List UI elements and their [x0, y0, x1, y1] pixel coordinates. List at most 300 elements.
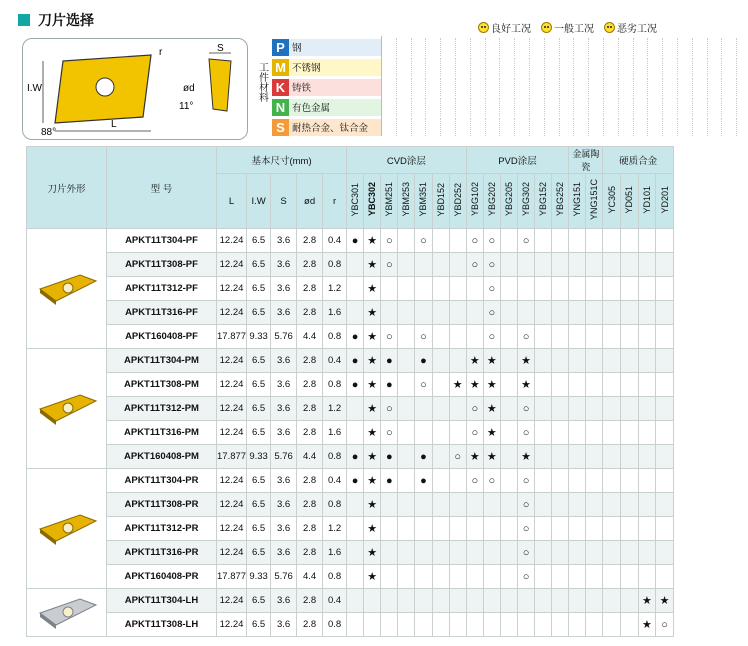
grade-mark	[603, 565, 621, 589]
grade-mark	[518, 301, 535, 325]
grade-mark: ★	[364, 373, 381, 397]
grade-mark	[500, 229, 517, 253]
grid-cell	[382, 118, 397, 136]
grid-cell	[663, 98, 678, 116]
grade-mark	[552, 229, 569, 253]
label-r: r	[159, 47, 163, 58]
dim-cell: 0.8	[323, 253, 347, 277]
grade-mark	[638, 301, 656, 325]
grade-mark	[569, 229, 586, 253]
header-grade	[656, 174, 674, 229]
grade-mark: ●	[347, 469, 364, 493]
grid-cell	[441, 98, 456, 116]
dim-cell: 3.6	[271, 517, 297, 541]
grade-mark	[569, 541, 586, 565]
material-letter: S	[272, 119, 289, 136]
grid-cell	[412, 38, 427, 56]
grid-cell	[456, 38, 471, 56]
grade-mark	[364, 589, 381, 613]
grade-mark	[347, 301, 364, 325]
grade-mark	[432, 445, 449, 469]
page-title: 刀片选择	[38, 12, 94, 28]
grade-mark	[415, 277, 432, 301]
grade-mark	[552, 397, 569, 421]
dim-cell: 3.6	[271, 301, 297, 325]
dim-cell: 12.24	[217, 373, 247, 397]
grid-cell	[530, 118, 545, 136]
grid-cell	[693, 58, 708, 76]
dim-cell: 1.2	[323, 277, 347, 301]
grade-mark	[586, 421, 603, 445]
grade-mark	[415, 613, 432, 637]
grid-cell	[441, 38, 456, 56]
grade-mark	[586, 493, 603, 517]
grade-mark	[500, 397, 517, 421]
dim-cell: 6.5	[247, 253, 271, 277]
grade-mark	[466, 325, 483, 349]
grade-mark	[449, 277, 466, 301]
grade-mark	[500, 517, 517, 541]
grade-mark	[535, 397, 552, 421]
grid-cell	[500, 78, 515, 96]
header-dim-1: I.W	[247, 174, 271, 229]
grade-mark: ○	[518, 493, 535, 517]
header-dims: 基本尺寸(mm)	[217, 147, 347, 174]
grade-mark	[638, 469, 656, 493]
grid-cell	[545, 38, 560, 56]
grade-mark	[500, 373, 517, 397]
dim-cell: 12.24	[217, 349, 247, 373]
grade-mark	[483, 613, 500, 637]
grade-mark	[347, 493, 364, 517]
grid-cell	[412, 98, 427, 116]
dim-cell: 6.5	[247, 469, 271, 493]
grade-mark	[603, 397, 621, 421]
dim-cell: 1.6	[323, 301, 347, 325]
grade-mark	[552, 445, 569, 469]
grid-cell	[515, 58, 530, 76]
grade-mark	[398, 277, 415, 301]
material-name: 钢	[289, 39, 381, 56]
grade-mark	[603, 253, 621, 277]
grade-mark	[621, 253, 639, 277]
header-grade	[569, 174, 586, 229]
dim-cell: 2.8	[297, 397, 323, 421]
grade-mark	[449, 397, 466, 421]
grid-cell	[708, 58, 723, 76]
material-name: 不锈钢	[289, 59, 381, 76]
grid-cell	[648, 98, 663, 116]
grade-mark	[466, 277, 483, 301]
grade-label: YBD152	[435, 182, 446, 217]
grade-mark: ★	[364, 301, 381, 325]
grid-cell	[693, 78, 708, 96]
grade-mark: ★	[483, 349, 500, 373]
grade-mark	[500, 277, 517, 301]
grade-mark	[621, 565, 639, 589]
grid-cell	[693, 38, 708, 56]
grade-mark	[535, 565, 552, 589]
grid-cell	[382, 38, 397, 56]
grade-mark	[535, 469, 552, 493]
grade-mark	[569, 517, 586, 541]
grade-mark: ○	[415, 325, 432, 349]
smile-good-icon	[478, 22, 489, 33]
dim-cell: 6.5	[247, 589, 271, 613]
grade-mark: ○	[381, 229, 398, 253]
grid-cell	[634, 38, 649, 56]
grid-cell	[560, 78, 575, 96]
grid-cell	[693, 98, 708, 116]
model-cell: APKT160408-PR	[107, 565, 217, 589]
table-row	[27, 493, 674, 517]
dim-cell: 3.6	[271, 277, 297, 301]
grid-cell	[648, 118, 663, 136]
grade-mark	[603, 517, 621, 541]
grade-mark	[638, 253, 656, 277]
grade-mark	[569, 253, 586, 277]
dim-cell: 0.8	[323, 613, 347, 637]
grade-mark	[603, 373, 621, 397]
grade-mark: ★	[364, 421, 381, 445]
grade-mark	[432, 397, 449, 421]
material-name: 铸铁	[289, 79, 381, 96]
grade-mark	[656, 373, 674, 397]
model-cell: APKT11T304-PM	[107, 349, 217, 373]
grid-cell	[441, 118, 456, 136]
grid-cell	[678, 38, 693, 56]
material-row-m	[272, 58, 381, 76]
header-shape: 刀片外形	[27, 147, 107, 229]
section-title	[18, 10, 94, 30]
grade-mark	[381, 613, 398, 637]
grade-mark	[398, 253, 415, 277]
model-cell: APKT11T304-LH	[107, 589, 217, 613]
grid-cell	[515, 78, 530, 96]
dim-cell: 3.6	[271, 613, 297, 637]
grid-cell	[663, 118, 678, 136]
material-cells-n	[382, 98, 737, 116]
grade-mark	[347, 589, 364, 613]
grid-cell	[589, 98, 604, 116]
grid-cell	[619, 98, 634, 116]
dim-cell: 6.5	[247, 397, 271, 421]
legend-bad: 恶劣工况	[604, 20, 657, 35]
dim-cell: 5.76	[271, 565, 297, 589]
dim-cell: 6.5	[247, 517, 271, 541]
grade-mark	[638, 277, 656, 301]
grid-cell	[426, 118, 441, 136]
dim-cell: 3.6	[271, 493, 297, 517]
grade-mark: ○	[381, 253, 398, 277]
grade-mark	[432, 493, 449, 517]
model-cell: APKT160408-PF	[107, 325, 217, 349]
grade-mark	[398, 445, 415, 469]
dim-cell: 12.24	[217, 469, 247, 493]
grade-mark	[586, 517, 603, 541]
grid-cell	[619, 78, 634, 96]
grade-mark	[603, 421, 621, 445]
dim-cell: 2.8	[297, 493, 323, 517]
grid-cell	[471, 38, 486, 56]
grid-cell	[530, 38, 545, 56]
grade-mark: ★	[364, 229, 381, 253]
grade-mark	[535, 589, 552, 613]
grade-mark	[621, 469, 639, 493]
grade-mark	[621, 445, 639, 469]
grade-mark	[500, 301, 517, 325]
grade-mark	[398, 541, 415, 565]
dim-cell: 9.33	[247, 445, 271, 469]
grade-mark	[569, 469, 586, 493]
grade-mark: ○	[656, 613, 674, 637]
grade-mark	[569, 301, 586, 325]
grade-mark	[500, 325, 517, 349]
dim-cell: 3.6	[271, 397, 297, 421]
insert-shape-image	[27, 349, 107, 469]
dim-cell: 2.8	[297, 229, 323, 253]
table-row	[27, 325, 674, 349]
model-cell: APKT11T308-LH	[107, 613, 217, 637]
grade-mark	[398, 421, 415, 445]
dim-cell: 6.5	[247, 349, 271, 373]
grade-mark	[656, 301, 674, 325]
grade-mark	[500, 253, 517, 277]
grade-mark	[552, 493, 569, 517]
grade-mark	[449, 253, 466, 277]
grade-mark: ○	[518, 397, 535, 421]
grade-mark	[569, 277, 586, 301]
grade-mark: ★	[364, 493, 381, 517]
grid-cell	[456, 58, 471, 76]
dim-cell: 0.8	[323, 325, 347, 349]
grade-mark	[466, 589, 483, 613]
grade-mark	[621, 613, 639, 637]
label-l: L	[111, 119, 117, 130]
grade-mark	[603, 493, 621, 517]
grade-mark	[449, 541, 466, 565]
grid-cell	[397, 98, 412, 116]
grade-mark: ★	[638, 613, 656, 637]
model-cell: APKT11T316-PR	[107, 541, 217, 565]
table-row	[27, 301, 674, 325]
dim-cell: 9.33	[247, 325, 271, 349]
grade-mark: ★	[364, 565, 381, 589]
grade-mark	[364, 613, 381, 637]
grade-mark	[381, 565, 398, 589]
grid-cell	[722, 38, 737, 56]
grade-mark	[621, 517, 639, 541]
grade-mark	[535, 421, 552, 445]
header-dim-2: S	[271, 174, 297, 229]
grade-mark	[347, 613, 364, 637]
insert-photo	[32, 507, 102, 547]
grade-mark: ★	[364, 469, 381, 493]
grade-mark	[535, 253, 552, 277]
grid-cell	[604, 38, 619, 56]
grade-mark	[638, 349, 656, 373]
grade-mark	[656, 325, 674, 349]
grade-mark	[656, 349, 674, 373]
dim-cell: 0.8	[323, 373, 347, 397]
grade-mark	[500, 613, 517, 637]
smile-bad-icon	[604, 22, 615, 33]
dim-cell: 1.2	[323, 517, 347, 541]
grade-label: YBM253	[401, 182, 412, 217]
table-row	[27, 373, 674, 397]
grade-mark	[432, 349, 449, 373]
insert-dimension-drawing	[22, 38, 248, 140]
grid-cell	[574, 58, 589, 76]
grade-mark	[552, 613, 569, 637]
material-row-n	[272, 98, 381, 116]
condition-legend	[478, 20, 657, 35]
grade-mark: ○	[466, 253, 483, 277]
grade-mark	[552, 565, 569, 589]
grade-mark: ●	[415, 469, 432, 493]
grid-cell	[530, 98, 545, 116]
grade-mark	[552, 373, 569, 397]
grid-cell	[678, 78, 693, 96]
dim-cell: 3.6	[271, 541, 297, 565]
model-cell: APKT11T312-PF	[107, 277, 217, 301]
grade-mark	[449, 613, 466, 637]
dim-cell: 12.24	[217, 301, 247, 325]
model-cell: APKT11T308-PF	[107, 253, 217, 277]
grade-mark: ●	[347, 445, 364, 469]
grid-cell	[663, 78, 678, 96]
grade-mark	[656, 565, 674, 589]
grade-mark	[552, 469, 569, 493]
grade-mark	[449, 325, 466, 349]
table-row	[27, 277, 674, 301]
legend-normal: 一般工况	[541, 20, 594, 35]
grade-mark	[415, 517, 432, 541]
grid-cell	[574, 78, 589, 96]
grade-mark	[347, 277, 364, 301]
grade-mark	[603, 349, 621, 373]
grid-cell	[678, 118, 693, 136]
grade-mark	[466, 493, 483, 517]
grade-mark	[569, 397, 586, 421]
grade-mark	[552, 517, 569, 541]
grade-mark	[603, 469, 621, 493]
grade-label: YC305	[606, 185, 617, 214]
grade-mark: ●	[381, 445, 398, 469]
grade-mark	[483, 541, 500, 565]
grid-cell	[441, 58, 456, 76]
dim-cell: 12.24	[217, 541, 247, 565]
grid-cell	[500, 38, 515, 56]
grid-cell	[663, 38, 678, 56]
grade-mark	[500, 445, 517, 469]
grid-cell	[634, 58, 649, 76]
grade-mark: ○	[483, 229, 500, 253]
dim-cell: 17.877	[217, 325, 247, 349]
grid-cell	[574, 118, 589, 136]
header-model: 型 号	[107, 147, 217, 229]
grid-cell	[708, 118, 723, 136]
grade-mark	[535, 517, 552, 541]
grade-mark: ○	[466, 397, 483, 421]
dim-cell: 6.5	[247, 613, 271, 637]
grade-label: YBC302	[367, 182, 378, 217]
grade-mark: ★	[483, 445, 500, 469]
grade-mark	[603, 325, 621, 349]
dim-cell: 1.6	[323, 421, 347, 445]
grade-mark	[586, 325, 603, 349]
table-row	[27, 421, 674, 445]
grid-cell	[397, 38, 412, 56]
header-grade	[415, 174, 432, 229]
grade-mark	[432, 301, 449, 325]
grade-mark	[500, 493, 517, 517]
grade-mark	[398, 517, 415, 541]
grade-mark	[415, 589, 432, 613]
dim-cell: 3.6	[271, 253, 297, 277]
grade-mark	[449, 565, 466, 589]
grade-label: YBD252	[452, 182, 463, 217]
model-cell: APKT11T316-PM	[107, 421, 217, 445]
dim-cell: 2.8	[297, 421, 323, 445]
grade-mark: ○	[449, 445, 466, 469]
grade-mark	[432, 277, 449, 301]
grid-cell	[426, 78, 441, 96]
dim-cell: 5.76	[271, 445, 297, 469]
header-grade	[586, 174, 603, 229]
grade-mark	[432, 517, 449, 541]
dim-cell: 2.8	[297, 253, 323, 277]
grade-mark	[398, 373, 415, 397]
header-grade	[603, 174, 621, 229]
grid-cell	[560, 118, 575, 136]
grade-mark	[535, 277, 552, 301]
grid-cell	[412, 118, 427, 136]
grade-mark	[535, 373, 552, 397]
grid-cell	[500, 98, 515, 116]
grade-label: YBM251	[384, 182, 395, 217]
dim-cell: 6.5	[247, 229, 271, 253]
grade-mark	[586, 229, 603, 253]
dim-cell: 0.8	[323, 493, 347, 517]
dim-cell: 0.4	[323, 469, 347, 493]
grade-mark	[500, 589, 517, 613]
grid-cell	[471, 98, 486, 116]
label-11: 11°	[179, 101, 194, 112]
grid-cell	[382, 58, 397, 76]
grade-mark	[621, 349, 639, 373]
label-88: 88°	[41, 127, 57, 138]
grade-mark: ●	[347, 325, 364, 349]
grade-mark	[621, 229, 639, 253]
material-name: 有色金属	[289, 99, 381, 116]
grid-cell	[722, 118, 737, 136]
grade-mark	[381, 541, 398, 565]
grade-mark	[432, 253, 449, 277]
header-grade	[398, 174, 415, 229]
dim-cell: 2.8	[297, 373, 323, 397]
grid-cell	[486, 78, 501, 96]
grade-mark	[415, 397, 432, 421]
grid-cell	[456, 98, 471, 116]
header-grade	[347, 174, 364, 229]
grade-mark	[535, 349, 552, 373]
grid-cell	[426, 58, 441, 76]
grid-cell	[678, 58, 693, 76]
grade-mark	[586, 613, 603, 637]
dim-cell: 3.6	[271, 421, 297, 445]
grade-mark: ○	[466, 469, 483, 493]
